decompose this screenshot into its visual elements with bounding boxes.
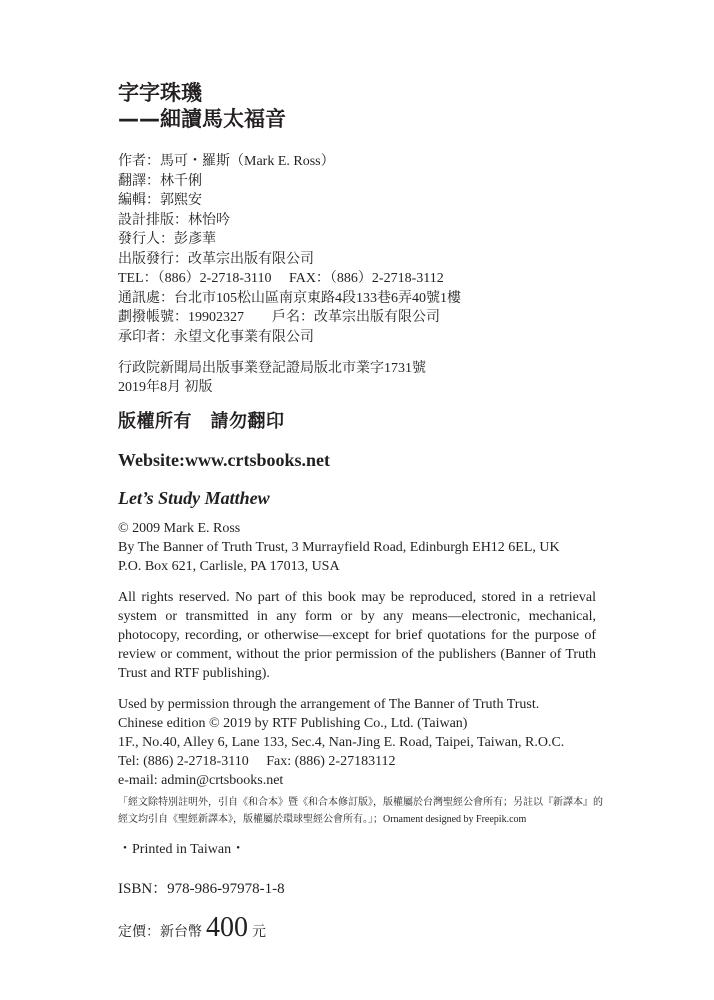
tel-fax-line: Tel: (886) 2-2718-3110 Fax: (886) 2-27183112: [118, 754, 396, 769]
registration-edition: 2019年8月 初版: [118, 380, 213, 395]
rights-paragraph: All rights reserved. No part of this book may be reproduced, stored in a retrieval system or transmitted in any form or by any means—electronic, mechanical, photocopy, recording, or otherwise—except for brief quotations for the purpose of review or comment, without the prior permission of the publishers (Banner of Truth Trust and RTF publishing).: [118, 590, 596, 681]
credit-publisher-person: 發行人：彭彥華: [118, 232, 216, 247]
price-label: 定價：新台幣: [118, 925, 202, 940]
copyright-line: © 2009 Mark E. Ross: [118, 521, 241, 536]
book-title: 字字珠璣: [118, 81, 202, 105]
price-unit: 元: [252, 925, 266, 940]
chinese-edition-line: Chinese edition © 2019 by RTF Publishing Co., Ltd. (Taiwan): [118, 716, 468, 731]
permission-line: Used by permission through the arrangement of The Banner of Truth Trust.: [118, 697, 540, 712]
price: [118, 913, 698, 948]
scripture-note: 「經文除特別註明外，引自《和合本》暨《和合本修訂版》，版權屬於台灣聖經公會所有；另註以『新譯本』的經文均引自《聖經新譯本》，版權屬於環球聖經公會所有。」；Ornament designed by Freepik.com: [118, 797, 603, 825]
printed-in: ・Printed in Taiwan・: [118, 842, 246, 857]
credit-address: 通訊處：台北市105松山區南京東路4段133巷6弄40號1樓: [118, 290, 461, 306]
credit-translator: 翻譯：林千俐: [118, 173, 202, 189]
credit-phone-fax: TEL：（886）2-2718-3110 FAX：（886）2-2718-3112: [118, 271, 444, 286]
copyright-block: [118, 519, 698, 576]
copyright-page: [118, 80, 698, 948]
credit-publisher: 出版發行：改革宗出版有限公司: [118, 251, 314, 267]
email-line: e-mail: admin@crtsbooks.net: [118, 773, 284, 788]
price-amount: 400: [206, 912, 248, 943]
permission-block: [118, 695, 698, 790]
credit-editor: 編輯：郭熙安: [118, 193, 202, 208]
credit-printer: 承印者：永望文化事業有限公司: [118, 329, 314, 345]
registration-block: [118, 359, 698, 397]
copyright-publisher-us: P.O. Box 621, Carlisle, PA 17013, USA: [118, 559, 340, 574]
english-title: Let’s Study Matthew: [118, 488, 270, 508]
address-line: 1F., No.40, Alley 6, Lane 133, Sec.4, Nan-Jing E. Road, Taipei, Taiwan, R.O.C.: [118, 735, 565, 750]
credit-author: 作者：馬可・羅斯（Mark E. Ross）: [118, 154, 335, 169]
credit-designer: 設計排版：林怡吟: [118, 212, 230, 228]
copyright-publisher-uk: By The Banner of Truth Trust, 3 Murrayfield Road, Edinburgh EH12 6EL, UK: [118, 540, 560, 555]
isbn: ISBN：978-986-97978-1-8: [118, 881, 285, 897]
website-url: Website:www.crtsbooks.net: [118, 450, 330, 470]
rights-reserved-cn: 版權所有 請勿翻印: [118, 411, 285, 432]
credits-list: [118, 152, 698, 347]
registration-license: 行政院新聞局出版事業登記證局版北市業字1731號: [118, 361, 426, 376]
credit-postal-account: 劃撥帳號：19902327 戶名：改革宗出版有限公司: [118, 310, 440, 325]
book-subtitle: ——細讀馬太福音: [118, 107, 286, 131]
